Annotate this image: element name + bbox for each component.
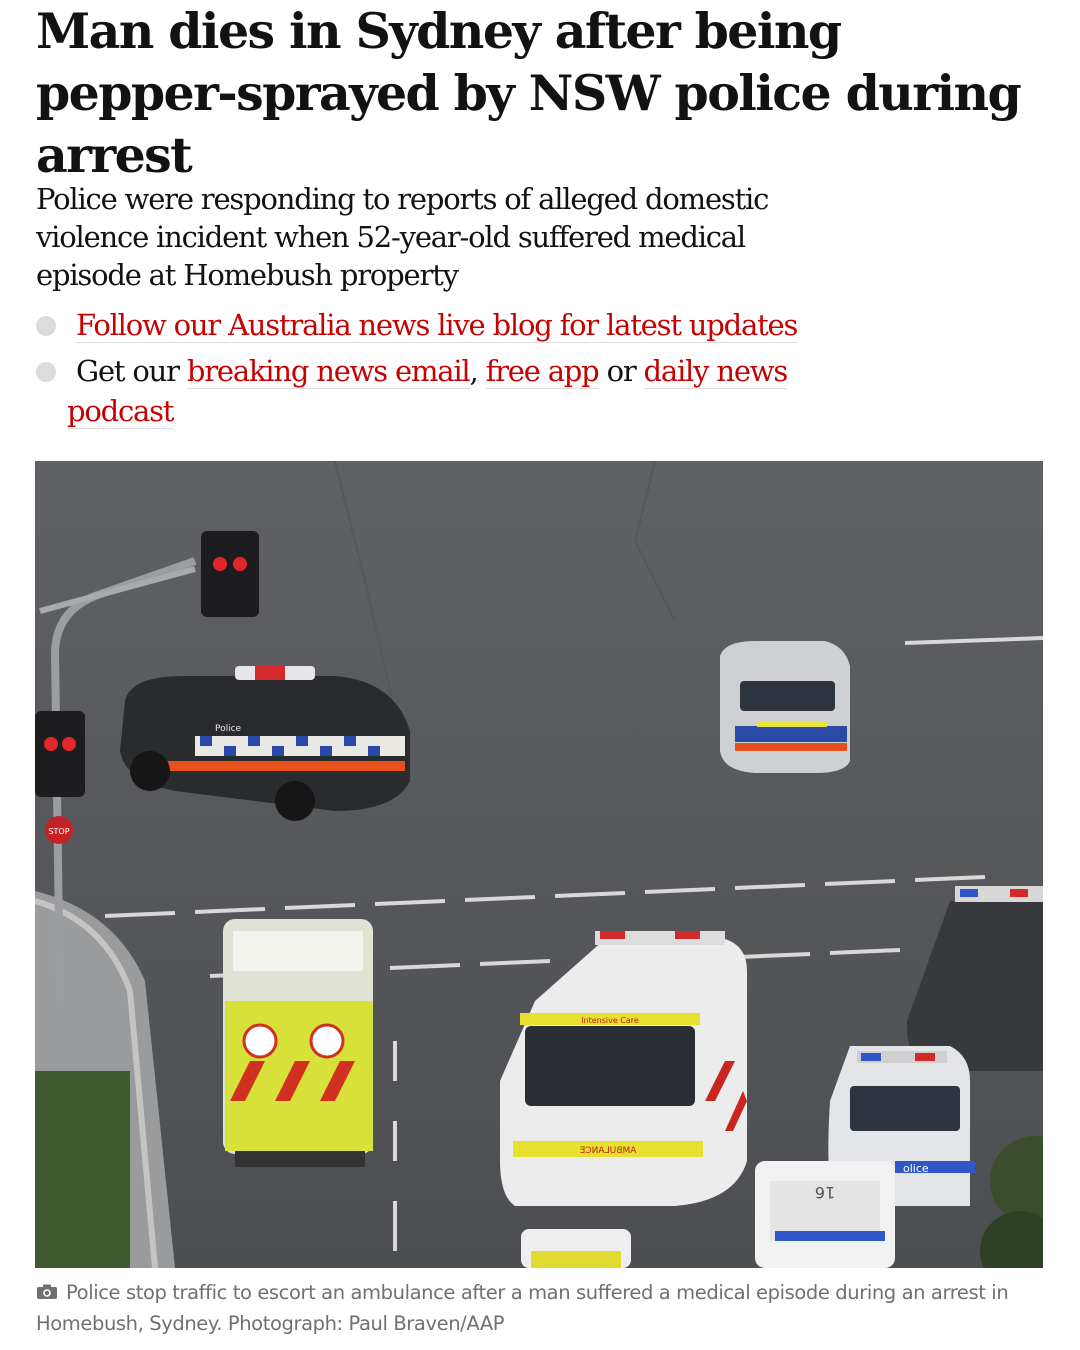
- bullet-subscribe: [36, 351, 936, 431]
- police-door-text: Police: [215, 724, 242, 734]
- bullet-dot: [36, 316, 56, 336]
- camera-icon: [36, 1284, 58, 1300]
- or-text: or: [606, 354, 636, 388]
- bullet-dot: [36, 362, 56, 382]
- ambulance-windscreen-text: Intensive Care: [581, 1016, 639, 1025]
- bullet-live-blog: [36, 305, 936, 345]
- get-our-text: Get our: [76, 354, 179, 388]
- live-blog-link[interactable]: Follow our Australia news live blog for latest updates: [76, 308, 798, 342]
- standfirst: Police were responding to reports of alleged domestic violence incident when 52-year-old suffered medical episode at Homebush property: [36, 182, 769, 292]
- comma-text: ,: [469, 354, 478, 388]
- van-number: 16: [814, 1183, 836, 1202]
- ambulance-left: [223, 919, 373, 1167]
- free-app-link[interactable]: free app: [485, 354, 599, 388]
- police-sedan: [720, 641, 850, 773]
- daily-news-link[interactable]: daily news: [643, 354, 788, 388]
- headline: Man dies in Sydney after being pepper-sprayed by NSW police during arrest: [36, 2, 1021, 184]
- photo-illustration: [35, 461, 1043, 1268]
- photo-caption: [36, 1277, 1026, 1339]
- grass-verge: [35, 1071, 130, 1268]
- standfirst-links: [36, 305, 936, 437]
- podcast-link[interactable]: podcast: [67, 394, 174, 428]
- caption-text: Police stop traffic to escort an ambulance after a man suffered a medical episode during an arrest in Homebush, Sydney. Photograph: Paul Braven/AAP: [36, 1281, 1009, 1335]
- police-partial-text: olice: [903, 1162, 929, 1175]
- breaking-news-email-link[interactable]: breaking news email: [186, 354, 470, 388]
- ambulance-hood-text: AMBULANCE: [579, 1146, 637, 1156]
- article-photo: [35, 461, 1043, 1268]
- stop-sign-text: STOP: [48, 827, 70, 836]
